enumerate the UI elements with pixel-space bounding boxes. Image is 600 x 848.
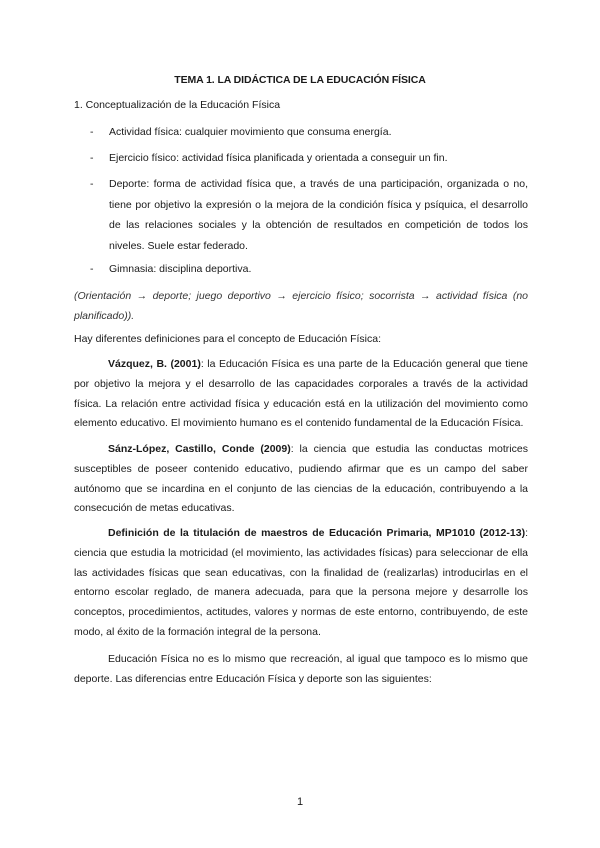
list-item-text: Gimnasia: disciplina deportiva. — [109, 263, 252, 275]
definition-paragraph — [74, 355, 528, 434]
definition-paragraph — [74, 524, 528, 643]
list-item-text: Ejercicio físico: actividad física planificada y orientada a conseguir un fin. — [109, 152, 448, 164]
definition-author: Definición de la titulación de maestros de Educación Primaria, MP1010 (2012-13) — [108, 527, 526, 539]
closing-paragraph: Educación Física no es lo mismo que recreación, al igual que tampoco es lo mismo que deporte. Las diferencias entre Educación Física y deporte son las siguientes: — [74, 653, 528, 685]
intro-paragraph: Hay diferentes definiciones para el concepto de Educación Física: — [74, 333, 382, 345]
list-item — [92, 259, 528, 280]
definition-text: : la Educación Física es una parte de la Educación general que tiene por objetivo la mejora y el desarrollo de las capacidades corporales a través de la actividad física. La relación entre actividad física y educación está en la utilización del movimiento como elemento educativo. El movimiento humano es el contenido fundamental de la Educación Física. — [74, 358, 528, 430]
page-title: TEMA 1. LA DIDÁCTICA DE LA EDUCACIÓN FÍSICA — [174, 74, 426, 86]
list-item — [92, 148, 528, 169]
list-item-text: Actividad física: cualquier movimiento que consuma energía. — [109, 126, 392, 138]
definition-author: Sánz-López, Castillo, Conde (2009) — [108, 443, 291, 455]
definition-author: Vázquez, B. (2001) — [108, 358, 201, 370]
list-dash: - — [90, 178, 94, 190]
list-dash: - — [90, 126, 94, 138]
list-dash: - — [90, 152, 94, 164]
list-item — [92, 174, 528, 256]
definition-text: : ciencia que estudia la motricidad (el movimiento, las actividades físicas) para seleccionar de ella las actividades físicas que sean educativas, con la finalidad de (realizarlas) introducirlas en el entorno escolar reglado, de manera adecuada, para que la persona mejore y desarrolle los conceptos, procedimientos, actitudes, valores y normas de este entorno, contribuyendo, de este modo, al éxito de la formación integral de la persona. — [74, 527, 528, 638]
definition-paragraph — [74, 440, 528, 519]
list-item-text: Deporte: forma de actividad física que, a través de una participación, organizada o no, tiene por objetivo la expresión o la mejora de la condición física y psíquica, el desarrollo de las relaciones sociales y la obtención de resultados en competición de todos los niveles. Suele estar federado. — [109, 178, 528, 252]
section-heading: 1. Conceptualización de la Educación Física — [74, 99, 281, 111]
list-dash: - — [90, 263, 94, 275]
orientation-note: (Orientación → deporte; juego deportivo → ejercicio físico; socorrista → actividad física (no planificado)). — [74, 290, 528, 322]
definition-text: : la ciencia que estudia las conductas motrices susceptibles de poseer contenido educativo, pudiendo afirmar que es un campo del saber autónomo que se incardina en el conjunto de las ciencias de la educación, contribuyendo a la consecución de metas educativas. — [74, 443, 528, 515]
list-item — [92, 122, 528, 143]
page-number: 1 — [296, 796, 304, 808]
